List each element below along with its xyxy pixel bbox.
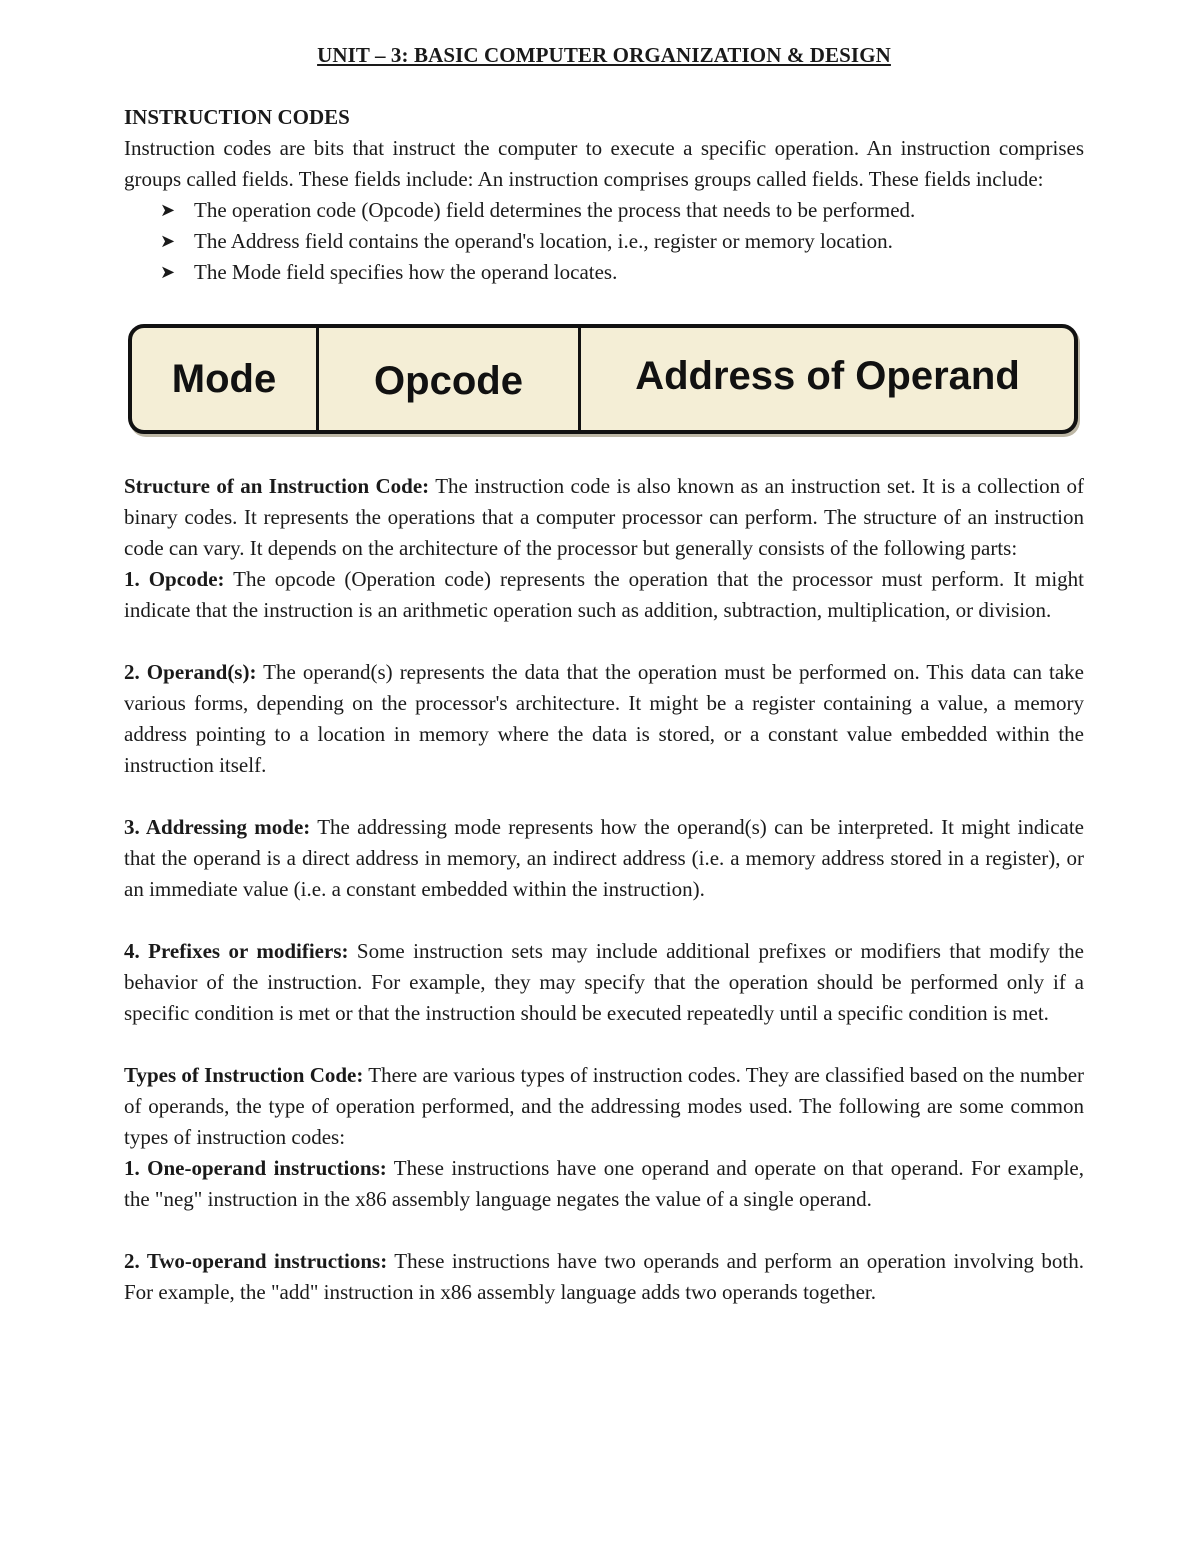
structure-item [124, 657, 1084, 781]
structure-item [124, 564, 1084, 626]
structure-item-text: The operand(s) represents the data that the operation must be performed on. This data can take various forms, depending on the processor's architecture. It might be a register containing a value, a memory address pointing to a location in memory where the data is stored, or a constant value embedded within the instruction itself. [124, 660, 1084, 777]
bullet-item [160, 195, 1084, 226]
diagram-field-opcode: Opcode [319, 328, 581, 430]
section-heading-instruction-codes: INSTRUCTION CODES [124, 105, 350, 129]
types-lead: Types of Instruction Code: [124, 1063, 364, 1087]
types-item-lead: 1. One-operand instructions: [124, 1156, 387, 1180]
spacer [124, 1215, 1084, 1246]
spacer [124, 1029, 1084, 1060]
arrow-bullet-icon: ➤ [160, 200, 176, 221]
spacer [124, 905, 1084, 936]
spacer [124, 626, 1084, 657]
diagram-field-mode: Mode [132, 328, 319, 430]
spacer [124, 781, 1084, 812]
instruction-codes-intro: Instruction codes are bits that instruct the computer to execute a specific operation. An instruction comprises groups called fields. These fields include: An instruction comprises groups called fields. These fields include: [124, 136, 1084, 191]
bullet-text: The Address field contains the operand's location, i.e., register or memory location. [194, 229, 893, 253]
structure-item-lead: 3. Addressing mode: [124, 815, 311, 839]
types-item-lead: 2. Two-operand instructions: [124, 1249, 388, 1273]
structure-lead: Structure of an Instruction Code: [124, 474, 430, 498]
arrow-bullet-icon: ➤ [160, 231, 176, 252]
types-item-text: These instructions have two operands and perform an operation involving both. For example, the "add" instruction in x86 assembly language adds two operands together. [124, 1249, 1084, 1304]
types-item [124, 1246, 1084, 1308]
bullet-item [160, 226, 1084, 257]
structure-item-text: The opcode (Operation code) represents the operation that the processor must perform. It might indicate that the instruction is an arithmetic operation such as addition, subtraction, multiplication, or division. [124, 567, 1084, 622]
bullet-item [160, 257, 1084, 288]
structure-item-lead: 1. Opcode: [124, 567, 225, 591]
document-title: UNIT – 3: BASIC COMPUTER ORGANIZATION & DESIGN [317, 43, 891, 67]
structure-text: The instruction code is also known as an instruction set. It is a collection of binary codes. It represents the operations that a computer processor can perform. The structure of an instruction code can vary. It depends on the architecture of the processor but generally consists of the following parts: [124, 474, 1084, 560]
spacer [124, 434, 1084, 471]
diagram-field-address: Address of Operand [635, 353, 1020, 398]
structure-item [124, 812, 1084, 905]
structure-item-text: Some instruction sets may include additional prefixes or modifiers that modify the behavior of the instruction. For example, they may specify that the operation should be performed only if a specific condition is met or that the instruction should be executed repeatedly until a specific condition is met. [124, 939, 1084, 1025]
structure-item-lead: 2. Operand(s): [124, 660, 257, 684]
structure-item-text: The addressing mode represents how the operand(s) can be interpreted. It might indicate that the operand is a direct address in memory, an indirect address (i.e. a memory address stored in a register), or an immediate value (i.e. a constant embedded within the instruction). [124, 815, 1084, 901]
bullet-text: The Mode field specifies how the operand locates. [194, 260, 618, 284]
structure-item-lead: 4. Prefixes or modifiers: [124, 939, 349, 963]
fields-bullet-list [124, 195, 1084, 288]
instruction-format-diagram [128, 324, 1078, 434]
types-text: There are various types of instruction codes. They are classified based on the number of operands, the type of operation performed, and the addressing modes used. The following are some common types of instruction codes: [124, 1063, 1085, 1149]
structure-item [124, 936, 1084, 1029]
types-paragraph [124, 1060, 1084, 1153]
structure-paragraph [124, 471, 1084, 564]
arrow-bullet-icon: ➤ [160, 262, 176, 283]
bullet-text: The operation code (Opcode) field determines the process that needs to be performed. [194, 198, 916, 222]
types-item-text: These instructions have one operand and operate on that operand. For example, the "neg" instruction in the x86 assembly language negates the value of a single operand. [124, 1156, 1084, 1211]
types-item [124, 1153, 1084, 1215]
document-page [124, 40, 1084, 1308]
